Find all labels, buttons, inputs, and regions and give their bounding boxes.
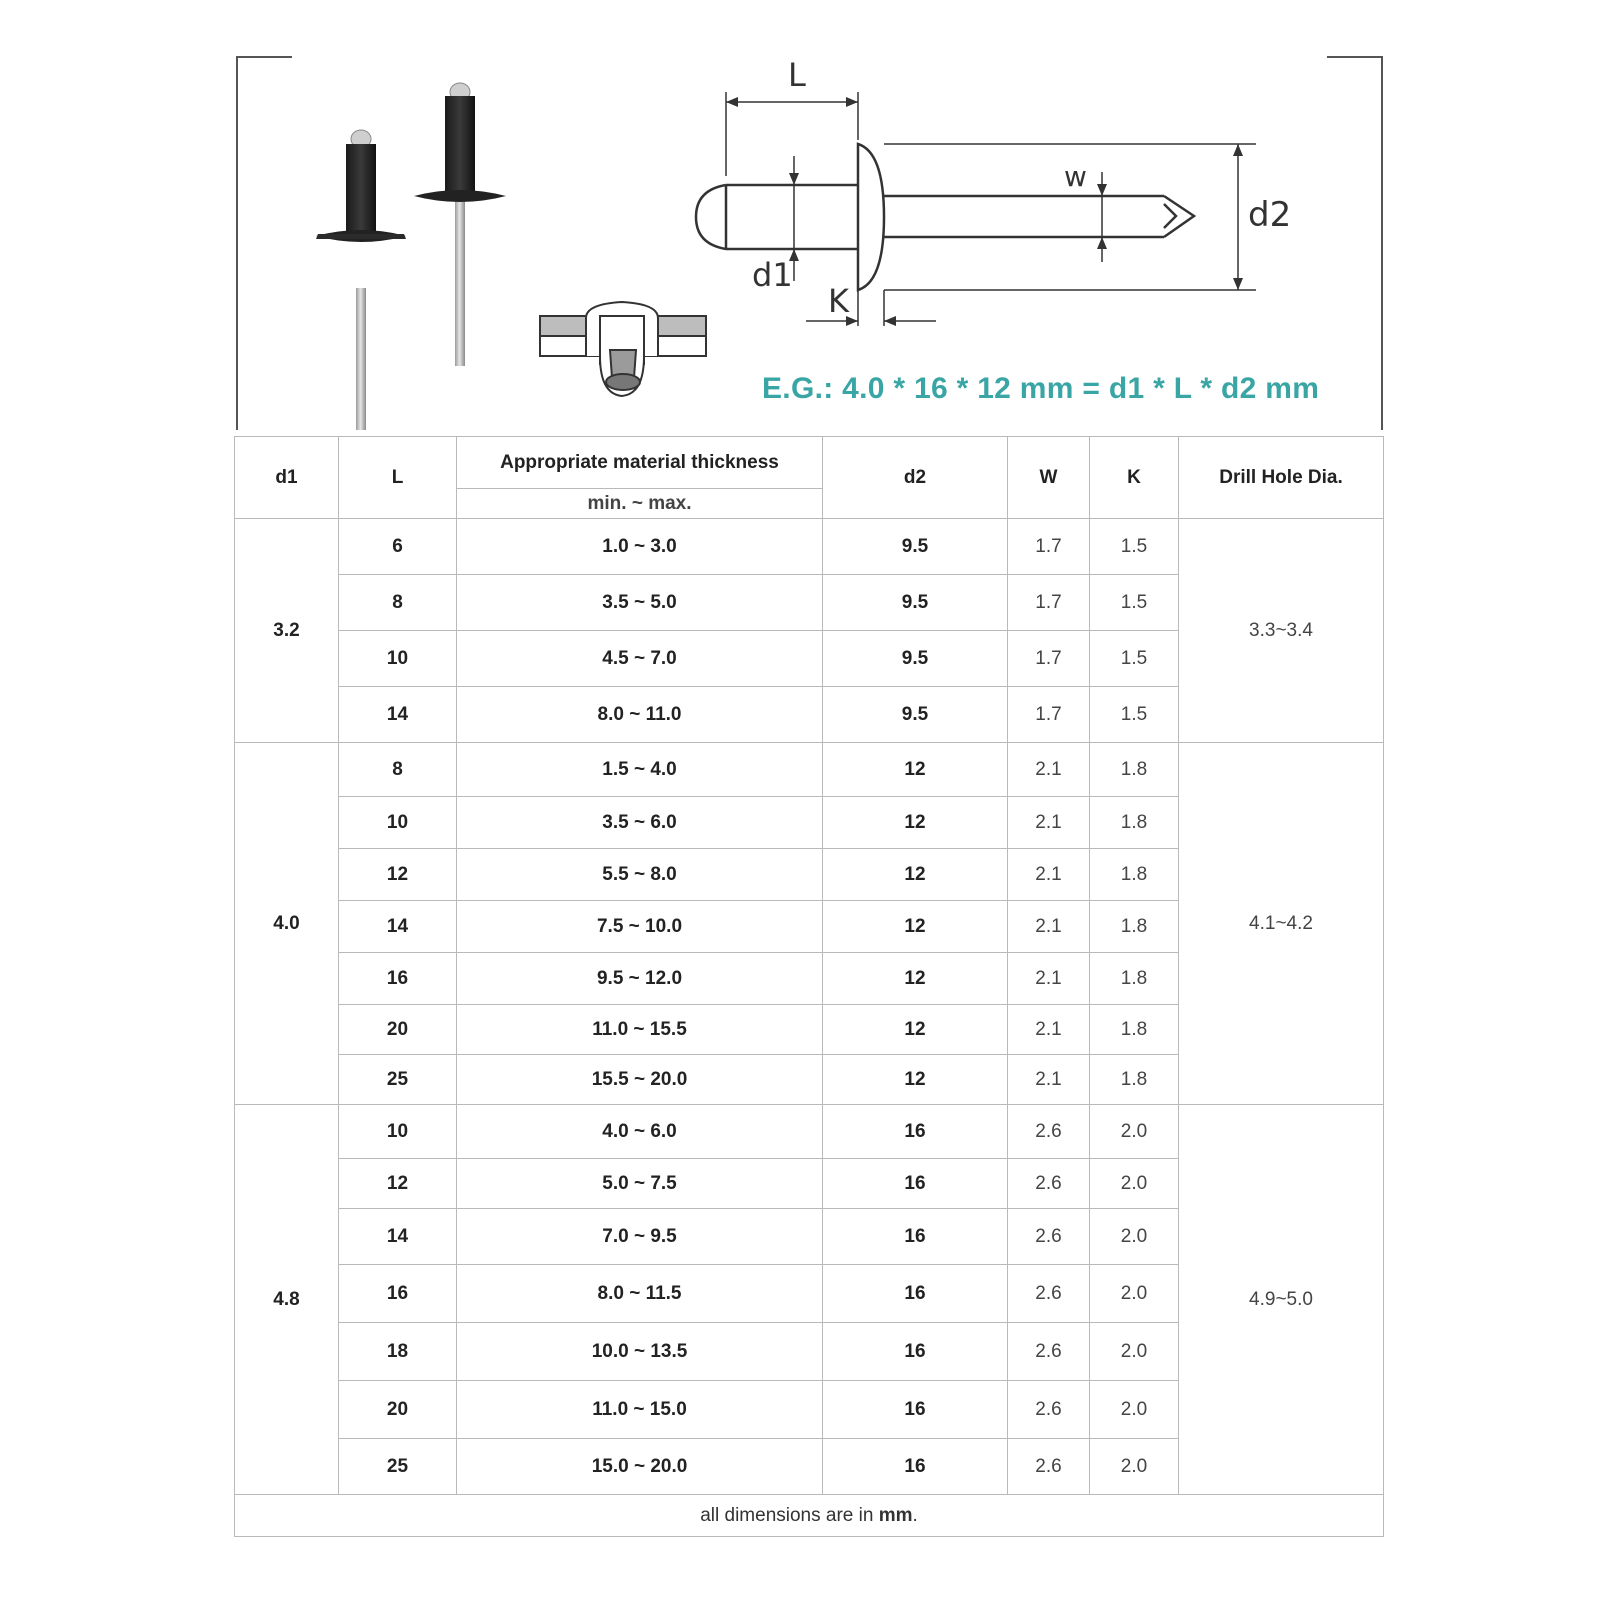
cell-drill-hole: 3.3~3.4: [1179, 519, 1384, 743]
units-note: [235, 1495, 1384, 1537]
cell-L: 10: [339, 1105, 457, 1159]
cell-d2: 12: [823, 1055, 1008, 1105]
cell-drill-hole: 4.9~5.0: [1179, 1105, 1384, 1495]
cell-d2: 9.5: [823, 575, 1008, 631]
cell-thickness-range: 8.0 ~ 11.5: [457, 1265, 823, 1323]
header-W: W: [1008, 437, 1090, 519]
cell-d2: 9.5: [823, 631, 1008, 687]
cell-thickness-range: 10.0 ~ 13.5: [457, 1323, 823, 1381]
cell-W: 2.6: [1008, 1381, 1090, 1439]
cell-d2: 12: [823, 797, 1008, 849]
cell-d2: 12: [823, 743, 1008, 797]
cell-W: 2.1: [1008, 901, 1090, 953]
cell-d2: 16: [823, 1323, 1008, 1381]
cell-K: 2.0: [1090, 1439, 1179, 1495]
cell-W: 2.1: [1008, 743, 1090, 797]
cell-drill-hole: 4.1~4.2: [1179, 743, 1384, 1105]
cell-d2: 16: [823, 1265, 1008, 1323]
header-drill: Drill Hole Dia.: [1179, 437, 1384, 519]
cell-L: 12: [339, 1159, 457, 1209]
cell-d2: 16: [823, 1159, 1008, 1209]
cell-L: 25: [339, 1439, 457, 1495]
cell-thickness-range: 4.0 ~ 6.0: [457, 1105, 823, 1159]
size-example-caption: E.G.: 4.0 * 16 * 12 mm = d1 * L * d2 mm: [762, 372, 1320, 405]
cell-L: 16: [339, 953, 457, 1005]
label-L: L: [788, 56, 806, 94]
cell-thickness-range: 15.0 ~ 20.0: [457, 1439, 823, 1495]
cell-W: 2.6: [1008, 1439, 1090, 1495]
cell-W: 2.6: [1008, 1323, 1090, 1381]
cell-L: 8: [339, 743, 457, 797]
cell-thickness-range: 4.5 ~ 7.0: [457, 631, 823, 687]
cell-d2: 12: [823, 953, 1008, 1005]
cell-L: 10: [339, 797, 457, 849]
cell-thickness-range: 5.0 ~ 7.5: [457, 1159, 823, 1209]
cell-K: 1.8: [1090, 1055, 1179, 1105]
cell-L: 14: [339, 901, 457, 953]
cell-W: 1.7: [1008, 519, 1090, 575]
rivet-cross-section: [540, 302, 706, 396]
rivet-spec-table: [234, 436, 1384, 1537]
cell-W: 2.1: [1008, 1005, 1090, 1055]
table-row: [235, 519, 1384, 575]
cell-W: 2.1: [1008, 849, 1090, 901]
units-note-prefix: all dimensions are in: [700, 1504, 879, 1526]
cell-L: 10: [339, 631, 457, 687]
header-d2: d2: [823, 437, 1008, 519]
cell-L: 14: [339, 687, 457, 743]
rivet-photo-left: [316, 130, 406, 430]
header-thickness-sub: min. ~ max.: [457, 489, 823, 519]
cell-thickness-range: 9.5 ~ 12.0: [457, 953, 823, 1005]
cell-L: 20: [339, 1005, 457, 1055]
cell-d2: 9.5: [823, 687, 1008, 743]
cell-L: 14: [339, 1209, 457, 1265]
cell-thickness-range: 1.5 ~ 4.0: [457, 743, 823, 797]
cell-thickness-range: 3.5 ~ 6.0: [457, 797, 823, 849]
cell-K: 1.8: [1090, 849, 1179, 901]
cell-K: 1.5: [1090, 575, 1179, 631]
cell-K: 2.0: [1090, 1159, 1179, 1209]
cell-thickness-range: 11.0 ~ 15.5: [457, 1005, 823, 1055]
cell-L: 20: [339, 1381, 457, 1439]
cell-L: 6: [339, 519, 457, 575]
cell-L: 18: [339, 1323, 457, 1381]
cell-thickness-range: 5.5 ~ 8.0: [457, 849, 823, 901]
cell-d2: 16: [823, 1381, 1008, 1439]
cell-L: 8: [339, 575, 457, 631]
cell-thickness-range: 1.0 ~ 3.0: [457, 519, 823, 575]
cell-thickness-range: 11.0 ~ 15.0: [457, 1381, 823, 1439]
cell-d1: 3.2: [235, 519, 339, 743]
label-d1: d1: [752, 256, 793, 294]
label-d2: d2: [1248, 195, 1292, 235]
cell-L: 12: [339, 849, 457, 901]
cell-d2: 16: [823, 1105, 1008, 1159]
units-note-unit: mm: [878, 1504, 913, 1526]
table-row: [235, 743, 1384, 797]
cell-thickness-range: 15.5 ~ 20.0: [457, 1055, 823, 1105]
cell-K: 1.5: [1090, 519, 1179, 575]
cell-W: 2.1: [1008, 797, 1090, 849]
cell-d2: 12: [823, 849, 1008, 901]
cell-d2: 16: [823, 1439, 1008, 1495]
cell-K: 1.8: [1090, 953, 1179, 1005]
cell-W: 2.1: [1008, 1055, 1090, 1105]
cell-W: 2.6: [1008, 1105, 1090, 1159]
header-L: L: [339, 437, 457, 519]
cell-d2: 12: [823, 1005, 1008, 1055]
label-K: K: [828, 282, 849, 320]
cell-W: 2.6: [1008, 1209, 1090, 1265]
cell-K: 1.8: [1090, 743, 1179, 797]
label-w: w: [1064, 160, 1087, 193]
cell-d1: 4.0: [235, 743, 339, 1105]
cell-K: 2.0: [1090, 1209, 1179, 1265]
cell-K: 1.8: [1090, 901, 1179, 953]
cell-thickness-range: 7.0 ~ 9.5: [457, 1209, 823, 1265]
table-row: [235, 1105, 1384, 1159]
cell-W: 2.1: [1008, 953, 1090, 1005]
rivet-photo-right: [414, 83, 506, 366]
cell-thickness-range: 8.0 ~ 11.0: [457, 687, 823, 743]
cell-thickness-range: 3.5 ~ 5.0: [457, 575, 823, 631]
cell-K: 2.0: [1090, 1105, 1179, 1159]
cell-thickness-range: 7.5 ~ 10.0: [457, 901, 823, 953]
cell-d1: 4.8: [235, 1105, 339, 1495]
cell-d2: 16: [823, 1209, 1008, 1265]
header-K: K: [1090, 437, 1179, 519]
header-thickness: Appropriate material thickness: [457, 437, 823, 489]
units-note-suffix: .: [912, 1504, 918, 1526]
cell-W: 2.6: [1008, 1159, 1090, 1209]
cell-W: 1.7: [1008, 687, 1090, 743]
cell-K: 1.5: [1090, 631, 1179, 687]
cell-L: 25: [339, 1055, 457, 1105]
cell-W: 1.7: [1008, 631, 1090, 687]
table-footer-row: [235, 1495, 1384, 1537]
cell-K: 1.8: [1090, 797, 1179, 849]
cell-L: 16: [339, 1265, 457, 1323]
cell-K: 2.0: [1090, 1381, 1179, 1439]
cell-d2: 12: [823, 901, 1008, 953]
header-d1: d1: [235, 437, 339, 519]
cell-d2: 9.5: [823, 519, 1008, 575]
cell-W: 1.7: [1008, 575, 1090, 631]
table-header-row: [235, 437, 1384, 489]
cell-K: 1.8: [1090, 1005, 1179, 1055]
cell-K: 1.5: [1090, 687, 1179, 743]
cell-W: 2.6: [1008, 1265, 1090, 1323]
cell-K: 2.0: [1090, 1323, 1179, 1381]
cell-K: 2.0: [1090, 1265, 1179, 1323]
